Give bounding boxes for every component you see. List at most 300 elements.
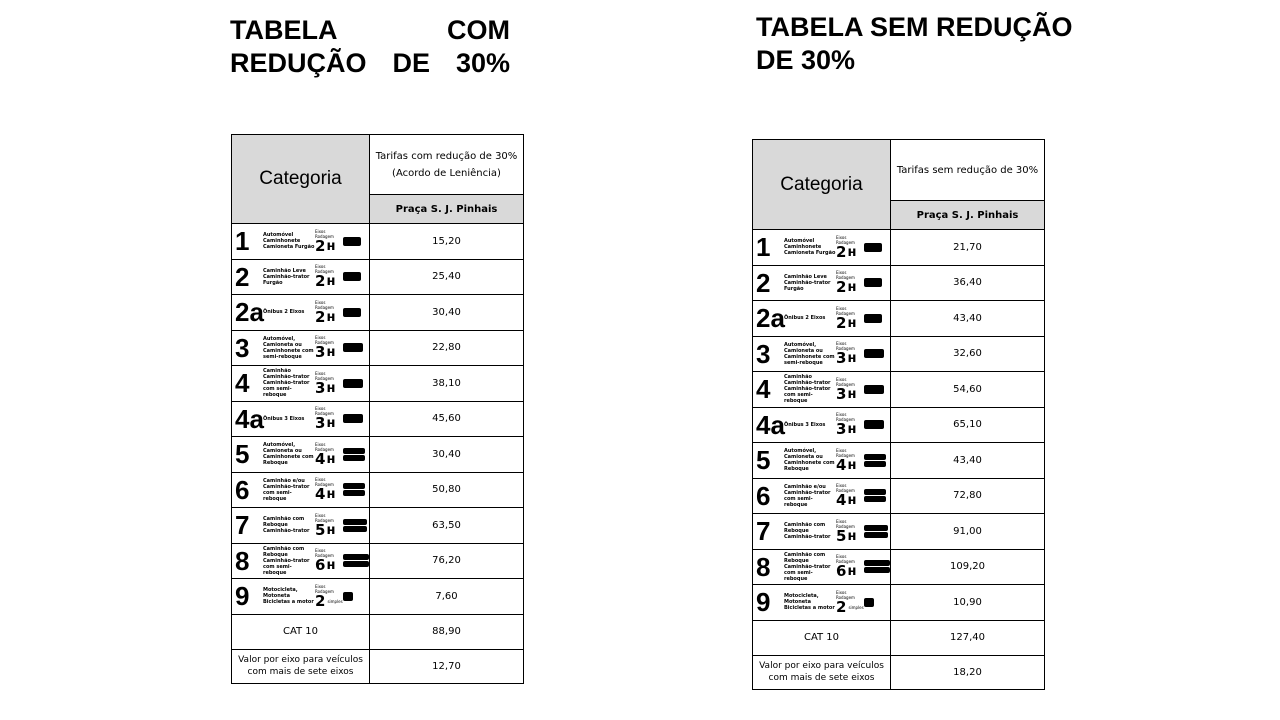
axle-header: Eixos Rodagem	[836, 412, 855, 423]
category-badge	[753, 268, 890, 298]
vehicle-silhouette-icon	[864, 420, 884, 429]
category-row	[232, 366, 524, 402]
category-value: 109,20	[891, 549, 1045, 585]
vehicle-silhouette-icon	[343, 592, 353, 601]
category-number: 9	[756, 587, 771, 618]
axle-h-icon: ʜ	[847, 493, 857, 509]
category-value: 65,10	[891, 407, 1045, 443]
axle-count: 4	[836, 455, 847, 474]
header-tarifa-line2: (Acordo de Leniência)	[392, 167, 501, 179]
header-tarifa	[370, 135, 524, 195]
cat10-label: CAT 10	[232, 614, 370, 649]
category-badge	[232, 226, 369, 256]
category-badge	[753, 481, 890, 511]
category-number: 9	[235, 581, 250, 612]
vehicle-silhouette-icon	[864, 489, 886, 495]
category-row	[753, 514, 1045, 550]
axle-count: 5	[315, 520, 326, 539]
vehicle-icon	[343, 592, 353, 601]
category-description: Caminhão e/ou Caminhão-trator com semi-reboque	[784, 483, 831, 508]
vehicle-icon	[343, 519, 367, 532]
category-number: 8	[235, 545, 250, 576]
axle-count-row	[836, 384, 857, 403]
axle-header: Eixos Rodagem	[836, 234, 855, 245]
axle-count-row	[315, 487, 335, 502]
header-tarifa: Tarifas sem redução de 30%	[891, 140, 1045, 201]
axle-h-icon: ʜ	[847, 244, 857, 260]
axle-h-icon: ʜ	[847, 564, 857, 580]
axle-extra: simples	[327, 598, 343, 604]
axle-count-row	[836, 597, 864, 616]
axle-h-icon: ʜ	[326, 380, 336, 396]
category-number: 5	[235, 439, 250, 470]
category-cell	[232, 543, 370, 579]
category-row	[232, 508, 524, 544]
axle-count: 4	[315, 485, 326, 504]
header-tarifa-line1: Tarifas com redução de 30%	[375, 150, 518, 162]
axle-count: 3	[836, 420, 847, 439]
category-cell	[232, 259, 370, 295]
category-value: 7,60	[370, 579, 524, 615]
axle-count: 3	[315, 414, 326, 433]
axle-header: Eixos Rodagem	[315, 228, 334, 239]
category-value: 10,90	[891, 585, 1045, 621]
axle-count-row	[315, 449, 336, 468]
category-value: 32,60	[891, 336, 1045, 372]
axle-h-icon: ʜ	[847, 457, 857, 473]
vehicle-silhouette-icon	[864, 243, 882, 252]
category-cell	[232, 224, 370, 260]
axle-count: 2	[836, 278, 847, 297]
category-badge	[232, 475, 369, 505]
category-number: 4a	[756, 409, 785, 440]
axle-h-icon: ʜ	[847, 528, 857, 544]
vehicle-icon	[343, 379, 363, 388]
vehicle-silhouette-icon	[864, 560, 890, 566]
axle-header: Eixos Rodagem	[836, 554, 855, 565]
vehicle-silhouette-icon	[864, 567, 890, 573]
category-badge	[753, 410, 890, 440]
category-value: 30,40	[370, 437, 524, 473]
axle-header: Eixos Rodagem	[315, 335, 334, 346]
category-value: 43,40	[891, 301, 1045, 337]
vehicle-icon	[864, 454, 886, 467]
axle-header: Eixos Rodagem	[836, 270, 855, 281]
category-description: Caminhão com Reboque Caminhão-trator	[784, 522, 831, 541]
category-value: 54,60	[891, 372, 1045, 408]
category-badge	[753, 232, 890, 262]
category-cell	[753, 372, 891, 408]
axle-info	[836, 519, 862, 544]
category-badge	[753, 339, 890, 369]
axle-h-icon: ʜ	[847, 351, 857, 367]
category-description: Motocicleta, Motoneta Bicicletas a motor	[784, 593, 835, 612]
per-axle-label	[232, 649, 370, 683]
vehicle-silhouette-icon	[343, 554, 369, 560]
category-cell	[232, 401, 370, 437]
axle-info	[836, 341, 862, 366]
category-description: Automóvel, Camioneta ou Caminhonete com Reboque	[263, 442, 314, 467]
per-axle-value: 18,20	[891, 655, 1045, 689]
vehicle-icon	[343, 272, 361, 281]
axle-count-row	[315, 307, 336, 326]
category-badge	[232, 439, 369, 469]
category-badge	[753, 552, 890, 582]
category-cell	[753, 230, 891, 266]
category-cell	[232, 472, 370, 508]
axle-h-icon: ʜ	[847, 280, 857, 296]
category-number: 4	[235, 368, 250, 399]
axle-header: Eixos Rodagem	[836, 376, 855, 387]
category-badge	[232, 510, 369, 540]
axle-count-row	[315, 378, 336, 397]
category-row	[753, 265, 1045, 301]
axle-count-row	[836, 313, 857, 332]
axle-info	[315, 442, 341, 467]
axle-info	[836, 377, 862, 402]
vehicle-icon	[343, 237, 361, 246]
vehicle-silhouette-icon	[343, 526, 367, 532]
category-badge	[753, 303, 890, 333]
category-row	[753, 230, 1045, 266]
per-axle-value: 12,70	[370, 649, 524, 683]
category-row	[753, 478, 1045, 514]
axle-h-icon: ʜ	[326, 451, 336, 467]
header-categoria: Categoria	[753, 140, 891, 230]
axle-header: Eixos Rodagem	[315, 477, 334, 488]
category-number: 7	[235, 510, 250, 541]
axle-h-icon: ʜ	[326, 309, 336, 325]
axle-count: 3	[315, 378, 326, 397]
category-row	[232, 259, 524, 295]
axle-count-row	[315, 345, 335, 360]
vehicle-silhouette-icon	[864, 525, 888, 531]
category-cell	[232, 508, 370, 544]
category-badge	[232, 368, 369, 398]
title-right-line1: TABELA SEM REDUÇÃO	[756, 12, 1073, 42]
axle-h-icon: ʜ	[326, 522, 336, 538]
axle-count: 4	[315, 449, 326, 468]
category-description: Caminhão Caminhão-trator Caminhão-trator com semi-reboque	[263, 368, 310, 399]
category-badge	[232, 297, 369, 327]
category-description: Caminhão Leve Caminhão-trator Furgão	[784, 273, 831, 292]
axle-header: Eixos Rodagem	[836, 518, 855, 529]
category-cell	[753, 407, 891, 443]
vehicle-icon	[343, 414, 363, 423]
per-axle-label-line2: com mais de sete eixos	[768, 673, 875, 683]
axle-header: Eixos Rodagem	[315, 441, 334, 452]
vehicle-silhouette-icon	[343, 272, 361, 281]
category-number: 2a	[756, 303, 785, 334]
axle-h-icon: ʜ	[847, 315, 857, 331]
category-number: 3	[235, 332, 250, 363]
axle-h-icon: ʜ	[326, 345, 336, 361]
category-row	[232, 437, 524, 473]
axle-count: 2	[836, 313, 847, 332]
category-number: 7	[756, 516, 771, 547]
category-cell	[232, 437, 370, 473]
category-value: 30,40	[370, 295, 524, 331]
axle-h-icon: ʜ	[326, 487, 336, 503]
per-axle-label	[753, 655, 891, 689]
axle-info	[315, 584, 341, 609]
header-categoria: Categoria	[232, 135, 370, 224]
axle-count-row	[315, 236, 336, 255]
vehicle-icon	[864, 560, 890, 573]
vehicle-icon	[864, 349, 884, 358]
toll-table-without-reduction	[752, 139, 1045, 690]
vehicle-icon	[864, 598, 874, 607]
category-value: 21,70	[891, 230, 1045, 266]
vehicle-silhouette-icon	[343, 414, 363, 423]
axle-h-icon: ʜ	[847, 422, 857, 438]
category-description: Caminhão com Reboque Caminhão-trator com semi-reboque	[784, 551, 831, 582]
vehicle-silhouette-icon	[864, 598, 874, 607]
axle-count-row	[836, 422, 856, 437]
axle-count-row	[836, 526, 857, 545]
axle-count: 2	[315, 307, 326, 326]
axle-info	[836, 448, 862, 473]
axle-h-icon: ʜ	[326, 558, 336, 574]
category-row	[753, 372, 1045, 408]
category-description: Caminhão Caminhão-trator Caminhão-trator com semi-reboque	[784, 374, 831, 405]
category-cell	[753, 585, 891, 621]
axle-h-icon: ʜ	[326, 274, 336, 290]
cat10-value: 127,40	[891, 620, 1045, 655]
category-value: 36,40	[891, 265, 1045, 301]
category-value: 15,20	[370, 224, 524, 260]
category-description: Caminhão com Reboque Caminhão-trator com semi-reboque	[263, 545, 310, 576]
category-cell	[232, 579, 370, 615]
category-row	[753, 549, 1045, 585]
category-description: Automóvel Caminhonete Camioneta Furgão	[263, 232, 315, 251]
axle-count-row	[315, 416, 335, 431]
axle-count: 6	[315, 556, 326, 575]
vehicle-icon	[864, 278, 882, 287]
axle-info	[836, 306, 862, 331]
axle-info	[315, 548, 341, 573]
category-badge	[753, 587, 890, 617]
axle-count-row	[836, 493, 856, 508]
axle-count-row	[315, 274, 335, 289]
axle-count-row	[836, 280, 856, 295]
vehicle-silhouette-icon	[343, 308, 361, 317]
axle-info	[315, 371, 341, 396]
category-number: 1	[756, 232, 771, 263]
per-axle-label-line1: Valor por eixo para veículos	[238, 655, 363, 665]
axle-header: Eixos Rodagem	[315, 583, 334, 594]
axle-h-icon: ʜ	[326, 238, 336, 254]
category-badge	[232, 262, 369, 292]
category-cell	[753, 514, 891, 550]
axle-header: Eixos Rodagem	[836, 589, 855, 600]
category-description: Automóvel Caminhonete Camioneta Furgão	[784, 238, 836, 257]
category-description: Automóvel, Camioneta ou Caminhonete com semi-reboque	[784, 341, 835, 366]
axle-info	[836, 483, 862, 508]
axle-header: Eixos Rodagem	[315, 512, 334, 523]
axle-h-icon: ʜ	[326, 416, 336, 432]
category-cell	[753, 478, 891, 514]
category-row	[232, 401, 524, 437]
axle-count: 2	[836, 597, 847, 616]
axle-header: Eixos Rodagem	[315, 264, 334, 275]
axle-count-row	[836, 351, 856, 366]
vehicle-icon	[864, 314, 882, 323]
category-number: 8	[756, 551, 771, 582]
category-badge	[232, 404, 369, 434]
axle-count: 3	[836, 384, 847, 403]
category-value: 50,80	[370, 472, 524, 508]
category-row	[232, 330, 524, 366]
category-value: 72,80	[891, 478, 1045, 514]
vehicle-silhouette-icon	[343, 490, 365, 496]
category-number: 5	[756, 445, 771, 476]
category-cell	[753, 443, 891, 479]
axle-count-row	[315, 558, 335, 573]
axle-info	[315, 229, 341, 254]
vehicle-icon	[343, 554, 369, 567]
category-value: 22,80	[370, 330, 524, 366]
vehicle-icon	[864, 420, 884, 429]
vehicle-icon	[343, 483, 365, 496]
vehicle-icon	[864, 385, 884, 394]
cat10-value: 88,90	[370, 614, 524, 649]
axle-count-row	[836, 242, 857, 261]
axle-count: 4	[836, 491, 847, 510]
category-row	[753, 301, 1045, 337]
category-row	[753, 443, 1045, 479]
category-rows	[232, 224, 524, 615]
category-cell	[753, 301, 891, 337]
category-cell	[232, 330, 370, 366]
category-number: 6	[235, 474, 250, 505]
category-number: 2a	[235, 297, 264, 328]
category-badge	[232, 546, 369, 576]
vehicle-silhouette-icon	[864, 385, 884, 394]
axle-header: Eixos Rodagem	[315, 406, 334, 417]
axle-header: Eixos Rodagem	[836, 305, 855, 316]
axle-header: Eixos Rodagem	[315, 299, 334, 310]
category-row	[232, 224, 524, 260]
vehicle-silhouette-icon	[343, 455, 365, 461]
category-badge	[232, 581, 369, 611]
axle-info	[836, 590, 862, 615]
category-badge	[753, 374, 890, 404]
axle-extra: simples	[848, 604, 864, 610]
category-cell	[232, 295, 370, 331]
category-number: 4a	[235, 403, 264, 434]
axle-info	[315, 406, 341, 431]
category-description: Ônibus 3 Eixos	[263, 415, 305, 422]
category-row	[232, 295, 524, 331]
title-left-word-percent: 30%	[455, 48, 510, 78]
title-without-reduction	[756, 11, 1086, 77]
title-right-line2: DE 30%	[756, 45, 856, 75]
axle-count-row	[315, 591, 343, 610]
category-row	[753, 407, 1045, 443]
title-left-word-de: DE	[392, 48, 430, 78]
vehicle-silhouette-icon	[864, 532, 888, 538]
category-row	[753, 585, 1045, 621]
vehicle-icon	[864, 489, 886, 502]
vehicle-silhouette-icon	[864, 496, 886, 502]
axle-info	[315, 513, 341, 538]
category-cell	[753, 336, 891, 372]
axle-h-icon: ʜ	[847, 386, 857, 402]
category-row	[232, 472, 524, 508]
per-axle-label-line1: Valor por eixo para veículos	[759, 661, 884, 671]
toll-table-with-reduction	[231, 134, 524, 684]
category-value: 91,00	[891, 514, 1045, 550]
vehicle-silhouette-icon	[864, 349, 884, 358]
axle-header: Eixos Rodagem	[315, 370, 334, 381]
title-left-word-com: COM	[447, 15, 510, 45]
vehicle-silhouette-icon	[343, 519, 367, 525]
axle-count: 5	[836, 526, 847, 545]
per-axle-label-line2: com mais de sete eixos	[247, 667, 354, 677]
axle-info	[836, 554, 862, 579]
axle-count-row	[836, 455, 857, 474]
axle-info	[836, 235, 862, 260]
axle-count: 2	[315, 236, 326, 255]
vehicle-icon	[343, 448, 365, 461]
vehicle-icon	[343, 343, 363, 352]
title-left-word-tabela: TABELA	[230, 15, 338, 45]
category-description: Automóvel, Camioneta ou Caminhonete com semi-reboque	[263, 335, 314, 360]
category-value: 45,60	[370, 401, 524, 437]
axle-header: Eixos Rodagem	[315, 548, 334, 559]
axle-header: Eixos Rodagem	[836, 447, 855, 458]
category-value: 76,20	[370, 543, 524, 579]
category-number: 3	[756, 338, 771, 369]
category-number: 4	[756, 374, 771, 405]
axle-info	[836, 270, 862, 295]
category-description: Automóvel, Camioneta ou Caminhonete com Reboque	[784, 448, 835, 473]
category-value: 43,40	[891, 443, 1045, 479]
axle-count: 3	[836, 349, 847, 368]
category-number: 1	[235, 226, 250, 257]
axle-count: 2	[836, 242, 847, 261]
category-cell	[232, 366, 370, 402]
title-left-word-reducao: REDUÇÃO	[230, 48, 367, 78]
vehicle-icon	[343, 308, 361, 317]
category-description: Motocicleta, Motoneta Bicicletas a motor	[263, 587, 314, 606]
category-badge	[232, 333, 369, 363]
axle-info	[836, 412, 862, 437]
axle-count-row	[315, 520, 336, 539]
header-praca: Praça S. J. Pinhais	[370, 195, 524, 224]
vehicle-silhouette-icon	[864, 461, 886, 467]
vehicle-silhouette-icon	[343, 237, 361, 246]
category-number: 2	[235, 261, 250, 292]
axle-count: 3	[315, 343, 326, 362]
category-value: 63,50	[370, 508, 524, 544]
axle-count: 6	[836, 562, 847, 581]
vehicle-silhouette-icon	[343, 343, 363, 352]
vehicle-icon	[864, 243, 882, 252]
axle-header: Eixos Rodagem	[836, 483, 855, 494]
vehicle-silhouette-icon	[343, 448, 365, 454]
axle-info	[315, 264, 341, 289]
title-with-reduction	[230, 14, 510, 80]
category-description: Caminhão com Reboque Caminhão-trator	[263, 516, 310, 535]
category-cell	[753, 265, 891, 301]
category-description: Caminhão e/ou Caminhão-trator com semi-reboque	[263, 477, 310, 502]
category-badge	[753, 516, 890, 546]
cat10-label: CAT 10	[753, 620, 891, 655]
category-value: 25,40	[370, 259, 524, 295]
category-row	[232, 579, 524, 615]
